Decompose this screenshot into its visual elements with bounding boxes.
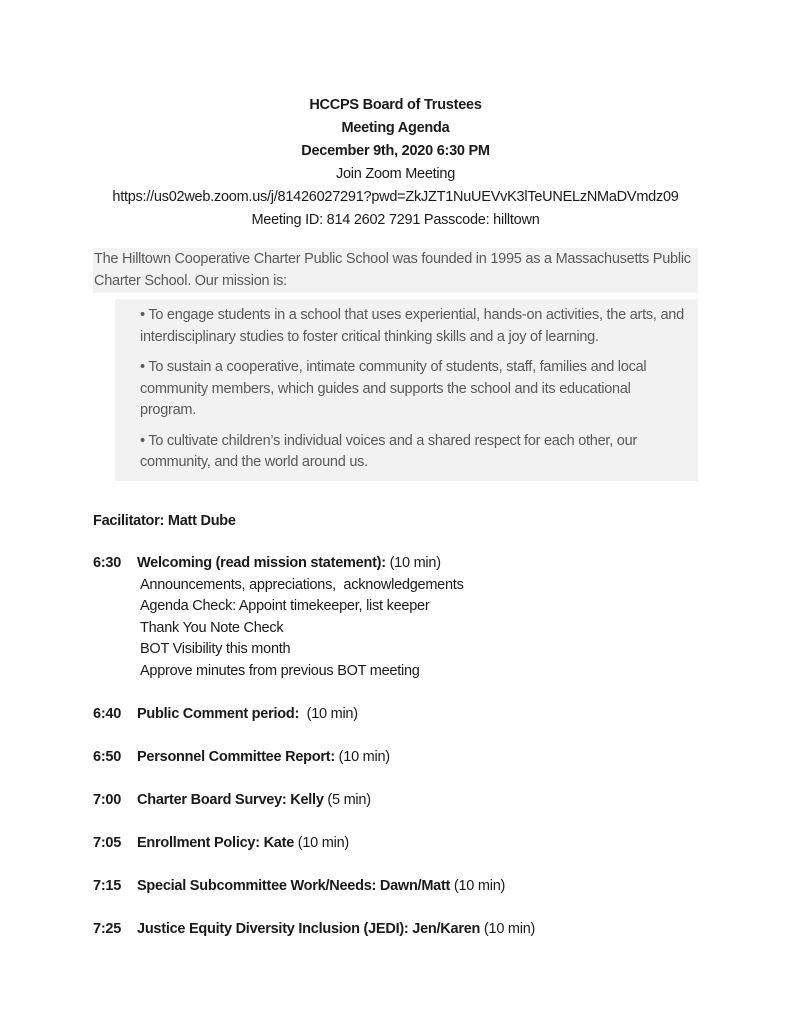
doc-title: HCCPS Board of Trustees: [309, 97, 482, 113]
agenda-subitem-approve-minutes: Approve minutes from previous BOT meeting: [140, 662, 420, 679]
agenda-subitem-thank-you: Thank You Note Check: [140, 619, 284, 636]
agenda-item-body: [137, 704, 698, 726]
zoom-join-label: Join Zoom Meeting: [335, 166, 456, 182]
agenda-time: 7:15: [93, 877, 122, 894]
agenda-title: Justice Equity Diversity Inclusion (JEDI): Jen/Karen: [137, 920, 481, 937]
agenda-item-body: [137, 876, 698, 898]
agenda-duration: (10 min): [480, 920, 536, 937]
agenda-title: Welcoming (read mission statement):: [137, 555, 386, 571]
mission-intro-paragraph: The Hilltown Cooperative Charter Public School was founded in 1995 as a Massachusetts Public Charter School. Our mission is:: [93, 248, 698, 293]
agenda-title: Charter Board Survey: Kelly: [137, 791, 324, 808]
agenda-item-subcommittee-work: [93, 876, 698, 898]
agenda-title-line: [137, 790, 698, 812]
agenda-time: 6:40: [93, 705, 122, 722]
agenda-time: 6:30: [93, 555, 122, 571]
agenda-subitem-agenda-check: Agenda Check: Appoint timekeeper, list keeper: [140, 598, 430, 614]
agenda-duration: (10 min): [450, 877, 506, 894]
mission-bullet-2: • To sustain a cooperative, intimate community of students, staff, families and local community members, which guides and supports the school and its educational program.: [140, 359, 647, 418]
agenda-duration: (10 min): [294, 834, 349, 851]
agenda-duration: (5 min): [323, 791, 371, 808]
agenda-time: 7:00: [93, 791, 122, 808]
agenda-title: Enrollment Policy: Kate: [137, 834, 295, 851]
agenda-item-jedi: [93, 919, 698, 941]
agenda-item-body: [137, 747, 698, 769]
agenda-item-enrollment-policy: [93, 833, 698, 855]
agenda-title-line: [137, 919, 698, 941]
agenda-title-line: [137, 876, 698, 898]
doc-datetime: December 9th, 2020 6:30 PM: [301, 143, 490, 159]
agenda-subitems: [137, 575, 698, 683]
agenda-title: Personnel Committee Report:: [137, 748, 335, 765]
agenda-title: Special Subcommittee Work/Needs: Dawn/Matt: [137, 877, 451, 894]
meeting-id-passcode: Meeting ID: 814 2602 7291 Passcode: hilltown: [251, 212, 540, 228]
agenda-item-body: [137, 790, 698, 812]
mission-bullet-1: • To engage students in a school that uses experiential, hands-on activities, the arts, and interdisciplinary studies to foster critical thinking skills and a joy of learning.: [140, 307, 684, 345]
agenda-subitem-bot-visibility: BOT Visibility this month: [140, 641, 291, 657]
agenda-time: 7:25: [93, 920, 122, 937]
agenda-item-body: [137, 833, 698, 855]
agenda-item-welcoming: [93, 553, 698, 682]
agenda-subitem-announcements: Announcements, appreciations, acknowledgements: [140, 576, 464, 593]
zoom-meeting-url: https://us02web.zoom.us/j/81426027291?pwd=ZkJZT1NuUEVvK3lTeUNELzNMaDVmdz09: [112, 189, 679, 205]
agenda-item-charter-survey: [93, 790, 698, 812]
agenda-list: [93, 553, 698, 940]
agenda-item-public-comment: [93, 704, 698, 726]
agenda-item-personnel-report: [93, 747, 698, 769]
agenda-title-line: [137, 747, 698, 769]
mission-bullet-list: [115, 299, 698, 481]
agenda-duration: (10 min): [334, 748, 390, 765]
mission-section: [0, 248, 791, 481]
doc-subtitle: Meeting Agenda: [341, 120, 450, 136]
agenda-item-body: [137, 553, 698, 682]
document-header: [0, 0, 791, 232]
agenda-title: Public Comment period:: [137, 705, 300, 722]
agenda-duration: (10 min): [299, 705, 358, 722]
agenda-time: 7:05: [93, 834, 122, 851]
facilitator-line: Facilitator: Matt Dube: [93, 512, 236, 529]
agenda-duration: (10 min): [385, 555, 441, 571]
agenda-time: 6:50: [93, 748, 122, 765]
agenda-title-line: [137, 833, 698, 855]
agenda-title-line: [137, 704, 698, 726]
agenda-title-line: [137, 553, 698, 575]
agenda-item-body: [137, 919, 698, 941]
mission-bullet-3: • To cultivate children’s individual voices and a shared respect for each other, our community, and the world around us.: [140, 432, 637, 470]
